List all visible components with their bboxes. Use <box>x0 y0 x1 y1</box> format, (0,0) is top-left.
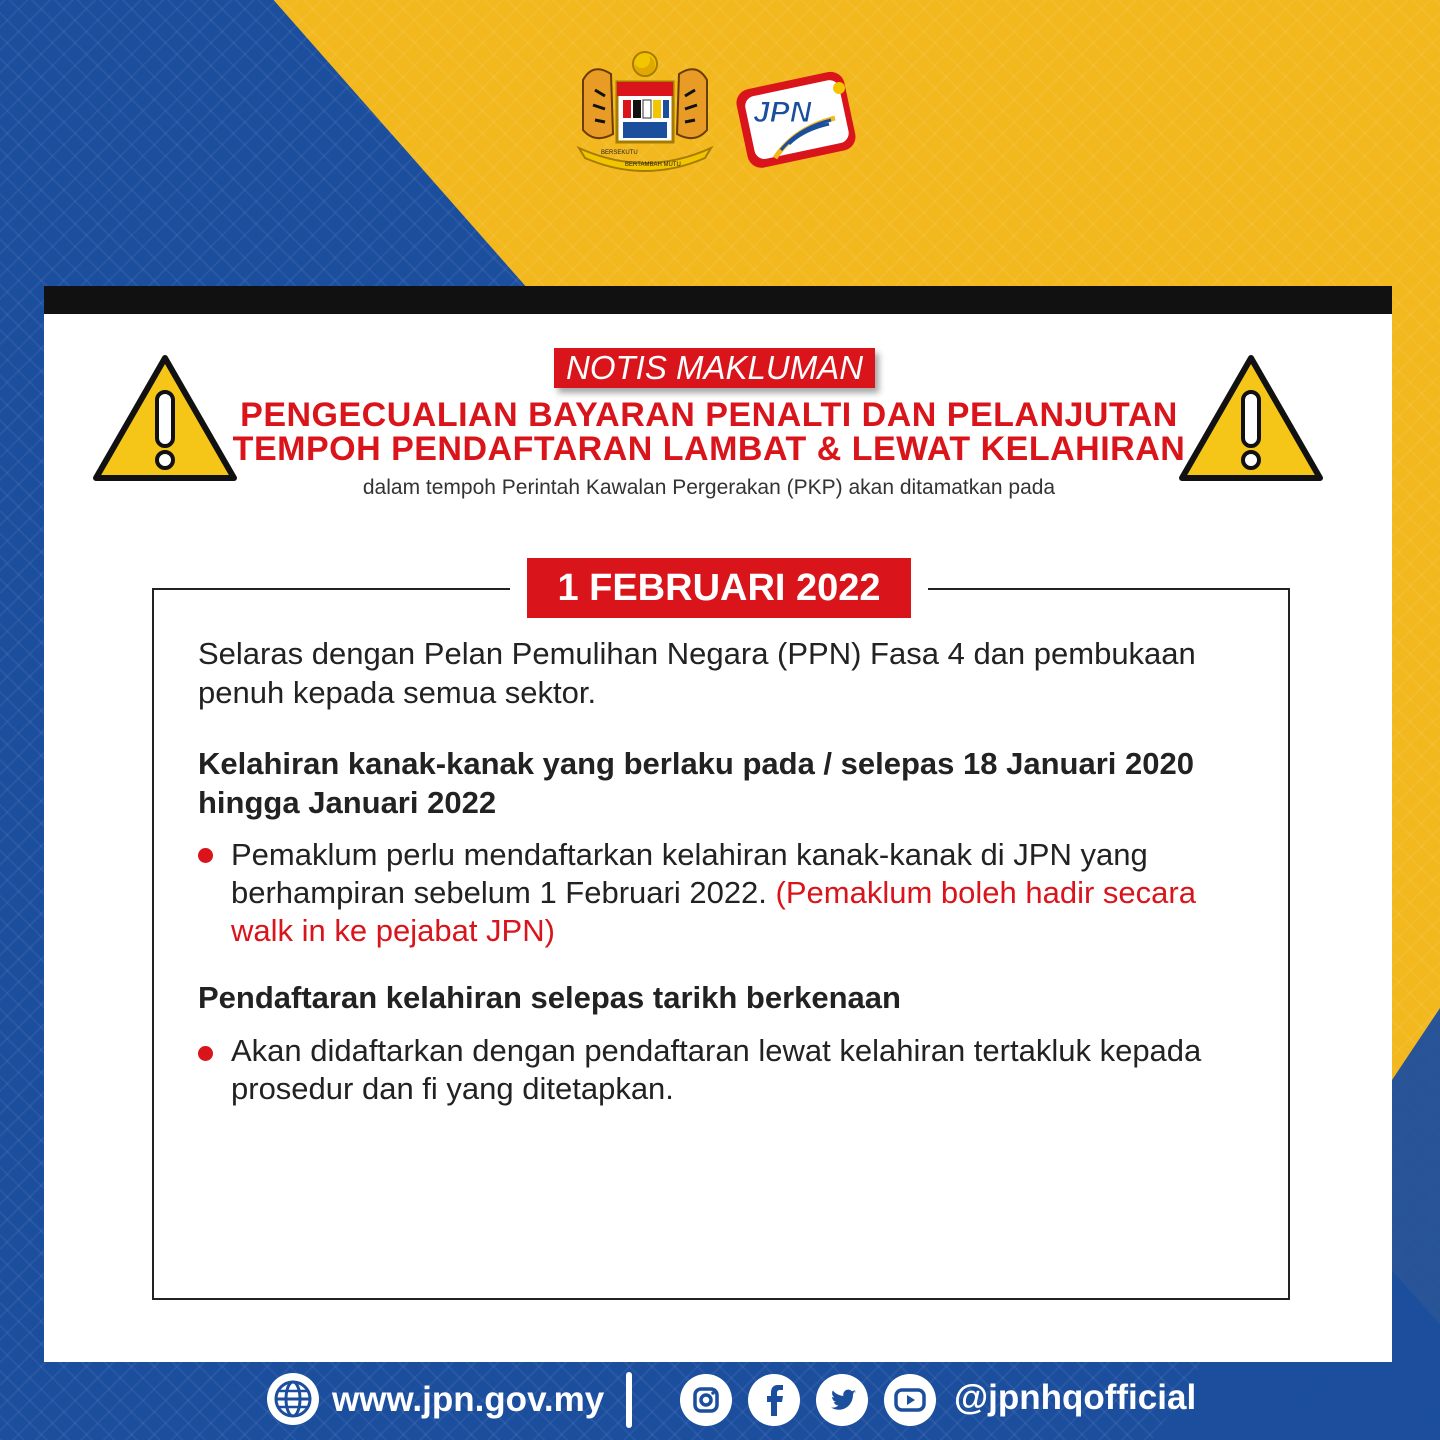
footer-divider <box>626 1372 632 1428</box>
notice-tag: NOTIS MAKLUMAN <box>554 348 875 388</box>
coat-motto-2: BERTAMBAH MUTU <box>625 162 681 168</box>
notice-subtitle: dalam tempoh Perintah Kawalan Pergerakan (PKP) akan ditamatkan pada <box>362 476 1056 499</box>
bullet-1-text: Pemaklum perlu mendaftarkan kelahiran kanak-kanak di JPN yang berhampiran sebelum 1 Februari 2022. <box>231 837 1148 910</box>
bullet-1-highlight: (Pemaklum boleh hadir secara walk in ke pejabat JPN) <box>231 875 1196 948</box>
notice-title-line-1: PENGECUALIAN BAYARAN PENALTI DAN PELANJUTAN <box>240 396 1178 434</box>
notice-card <box>44 286 1392 1362</box>
bullet-1 <box>231 836 1251 950</box>
twitter-icon[interactable] <box>816 1374 868 1426</box>
intro-paragraph: Selaras dengan Pelan Pemulihan Negara (PPN) Fasa 4 dan pembukaan penuh kepada semua sektor. <box>198 636 1196 710</box>
youtube-icon[interactable] <box>884 1374 936 1426</box>
footer <box>0 1362 1440 1440</box>
notice-title-line-2: TEMPOH PENDAFTARAN LAMBAT & LEWAT KELAHIRAN <box>232 430 1186 468</box>
card-top-bar <box>44 286 1392 314</box>
bullet-2: Akan didaftarkan dengan pendaftaran lewat kelahiran tertakluk kepada prosedur dan fi yang ditetapkan. <box>231 1033 1202 1106</box>
logos <box>565 50 885 175</box>
jpn-logo <box>735 70 865 170</box>
bullet-dot <box>198 1046 213 1061</box>
jpn-logo-label: JPN <box>753 96 812 129</box>
globe-icon[interactable] <box>266 1372 320 1426</box>
social-handle[interactable]: @jpnhqofficial <box>954 1378 1197 1417</box>
section-heading-2: Pendaftaran kelahiran selepas tarikh berkenaan <box>198 980 901 1015</box>
notice-title <box>204 398 1214 466</box>
date-badge: 1 FEBRUARI 2022 <box>527 558 911 618</box>
instagram-icon[interactable] <box>680 1374 732 1426</box>
website-link[interactable]: www.jpn.gov.my <box>332 1380 605 1419</box>
facebook-icon[interactable] <box>748 1374 800 1426</box>
coat-of-arms-logo <box>565 50 725 175</box>
coat-motto-1: BERSEKUTU <box>601 150 638 156</box>
section-heading-1: Kelahiran kanak-kanak yang berlaku pada / selepas 18 Januari 2020 hingga Januari 2022 <box>198 746 1194 820</box>
bullet-dot <box>198 848 213 863</box>
